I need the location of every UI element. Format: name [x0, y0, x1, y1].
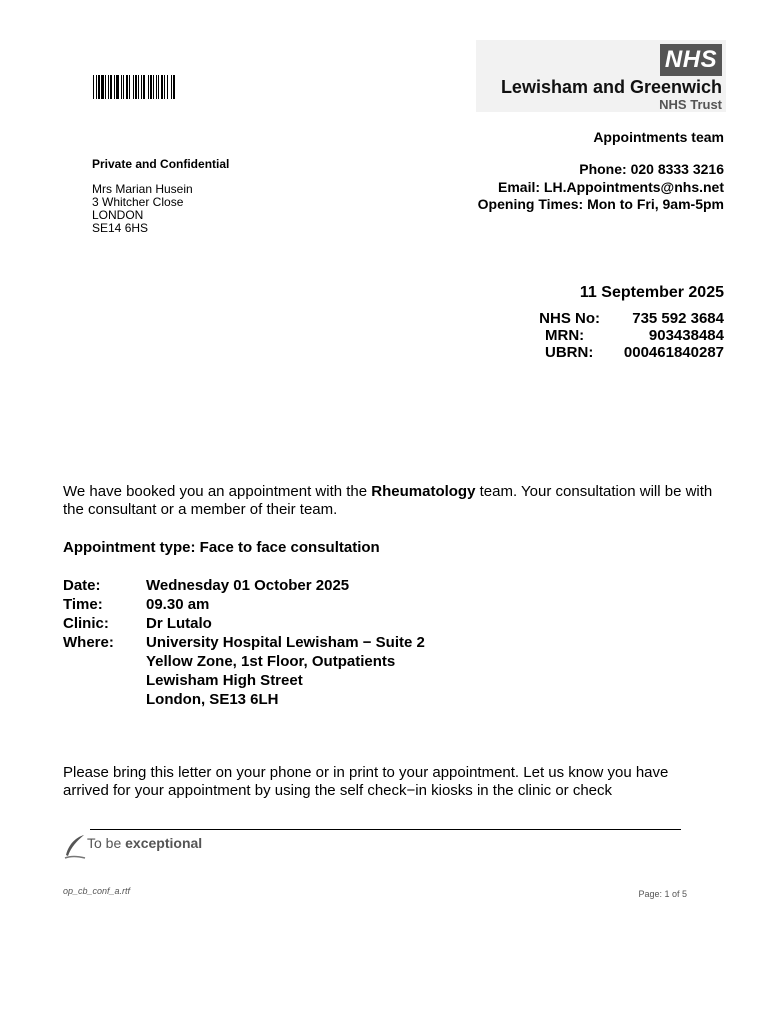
detail-row	[63, 595, 425, 614]
address-line: 3 Whitcher Close	[92, 195, 184, 209]
detail-key: Time:	[63, 596, 103, 613]
address-line: SE14 6HS	[92, 221, 149, 235]
page-number: Page: 1 of 5	[638, 889, 687, 899]
org-name: Lewisham and Greenwich	[500, 77, 722, 97]
detail-key	[63, 652, 146, 671]
tagline-strong: exceptional	[125, 835, 203, 851]
team-title: Appointments team	[593, 129, 724, 145]
detail-row	[63, 671, 425, 690]
detail-row	[63, 652, 425, 671]
detail-key: Where:	[63, 634, 114, 651]
intro-paragraph	[63, 483, 713, 519]
identifier-label: NHS No:	[539, 310, 600, 327]
detail-row	[63, 633, 425, 652]
footer-divider	[90, 829, 681, 830]
detail-key	[63, 690, 146, 709]
nhs-badge: NHS	[660, 44, 722, 76]
detail-key: Date:	[63, 577, 101, 594]
trust-tagline	[63, 833, 223, 863]
detail-value: 09.30 am	[146, 596, 210, 613]
identifier-value: 000461840287	[623, 344, 724, 361]
detail-value: Dr Lutalo	[146, 615, 212, 632]
detail-value: Lewisham High Street	[146, 672, 303, 689]
opening-times: Opening Times: Mon to Fri, 9am-5pm	[477, 196, 724, 212]
identifier-row	[539, 327, 724, 344]
detail-value: Wednesday 01 October 2025	[146, 577, 350, 594]
detail-key	[63, 671, 146, 690]
address-line: Mrs Marian Husein	[92, 182, 193, 196]
intro-text: Your consultation will be with the consultant or a member of their team.	[63, 483, 713, 518]
detail-value: London, SE13 6LH	[146, 691, 279, 708]
org-subtitle: NHS Trust	[659, 97, 722, 112]
confidential-label: Private and Confidential	[92, 157, 230, 171]
detail-key: Clinic:	[63, 615, 109, 632]
detail-value: Yellow Zone, 1st Floor, Outpatients	[146, 653, 396, 670]
identifier-label: MRN:	[545, 327, 585, 344]
contact-email: Email: LH.Appointments@nhs.net	[498, 179, 724, 195]
appointment-type: Appointment type: Face to face consultation	[63, 539, 380, 556]
letter-date: 11 September 2025	[579, 284, 724, 301]
recipient-address	[92, 183, 193, 235]
quill-icon	[63, 833, 87, 861]
appointment-details	[63, 576, 425, 709]
closing-paragraph: Please bring this letter on your phone or in print to your appointment. Let us know you have arrived for your appointment by using the self check−in kiosks in the clinic or check	[63, 764, 669, 799]
intro-text: We have booked you an appointment with the	[63, 483, 372, 500]
detail-row	[63, 614, 425, 633]
nhs-logo	[476, 40, 726, 112]
intro-text: team.	[475, 483, 518, 500]
tagline-text	[87, 835, 202, 851]
identifier-row	[539, 344, 724, 361]
contact-phone: Phone: 020 8333 3216	[579, 161, 724, 177]
identifier-row	[539, 310, 724, 327]
address-line: LONDON	[92, 208, 144, 222]
detail-row	[63, 690, 425, 709]
identifier-value: 735 592 3684	[632, 310, 724, 327]
identifier-value: 903438484	[648, 327, 724, 344]
patient-identifiers	[539, 310, 724, 361]
barcode-image	[93, 75, 217, 99]
identifier-label: UBRN:	[545, 344, 594, 361]
tagline-prefix: To be	[87, 835, 126, 851]
detail-value: University Hospital Lewisham − Suite 2	[146, 634, 425, 651]
specialty-name: Rheumatology	[371, 483, 476, 500]
template-filename: op_cb_conf_a.rtf	[63, 886, 131, 896]
detail-row	[63, 576, 425, 595]
